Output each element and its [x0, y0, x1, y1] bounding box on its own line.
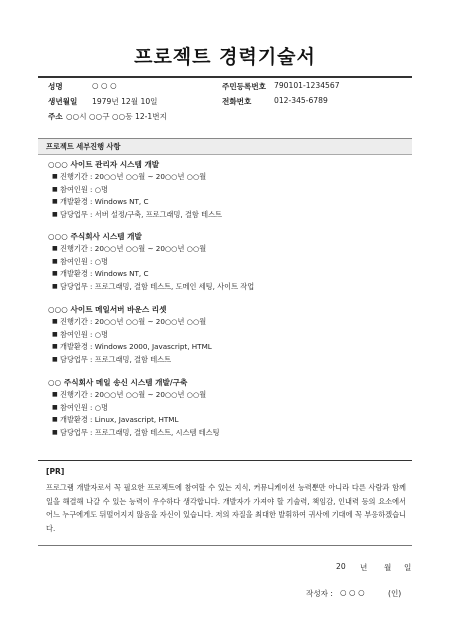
bullet-icon: ■ — [52, 245, 58, 252]
phone-label: 전화번호 — [222, 97, 252, 106]
project-detail — [48, 329, 408, 342]
project-detail — [48, 268, 408, 281]
date-day-unit: 일 — [404, 563, 412, 572]
date-year-unit: 년 — [360, 563, 368, 572]
project-detail — [48, 402, 408, 415]
project-detail — [48, 427, 408, 440]
address-value: ○○시 ○○구 ○○동 12-1번지 — [66, 112, 167, 121]
bullet-icon: ■ — [52, 257, 58, 265]
detail-text: 담당업무 : 프로그래밍, 결함 테스트 — [60, 354, 172, 364]
project-detail — [48, 414, 408, 427]
bullet-icon: ■ — [52, 282, 58, 290]
project-detail — [48, 171, 408, 184]
date-year: 20 — [336, 562, 346, 571]
bullet-icon: ■ — [52, 185, 58, 193]
detail-text: 진행기간 : 20○○년 ○○월 ~ 20○○년 ○○월 — [60, 172, 207, 181]
pr-heading: [PR] — [46, 467, 65, 476]
author-name: ○ ○ ○ — [340, 588, 365, 597]
detail-text: 개발환경 : Windows 2000, Javascript, HTML — [60, 342, 212, 351]
project-item — [48, 303, 408, 366]
detail-text: 진행기간 : 20○○년 ○○월 ~ 20○○년 ○○월 — [60, 390, 207, 399]
project-detail — [48, 389, 408, 402]
project-section-header — [38, 138, 412, 155]
phone-value: 012-345-6789 — [274, 96, 328, 105]
bullet-icon: ■ — [52, 403, 58, 411]
info-row-name — [48, 81, 408, 95]
detail-text: 담당업무 : 서버 설정/구축, 프로그래밍, 결함 테스트 — [60, 209, 222, 219]
project-detail — [48, 341, 408, 354]
info-row-address — [48, 111, 408, 125]
project-detail — [48, 196, 408, 209]
project-detail — [48, 243, 408, 256]
rrn-value: 790101-1234567 — [274, 81, 340, 90]
bullet-icon: ■ — [52, 210, 58, 218]
detail-text: 진행기간 : 20○○년 ○○월 ~ 20○○년 ○○월 — [60, 244, 207, 253]
birth-value: 1979년 12월 10일 — [92, 97, 158, 106]
bullet-icon: ■ — [52, 391, 58, 398]
author-label: 작성자 : — [306, 589, 333, 598]
bullet-icon: ■ — [52, 416, 58, 423]
detail-text: 진행기간 : 20○○년 ○○월 ~ 20○○년 ○○월 — [60, 317, 207, 326]
bullet-icon: ■ — [52, 330, 58, 338]
project-title: ○○ 주식회사 메일 송신 시스템 개발/구축 — [48, 378, 188, 387]
project-detail — [48, 316, 408, 329]
bullet-icon: ■ — [52, 270, 58, 277]
detail-text: 참여인원 : ○명 — [60, 402, 108, 412]
bullet-icon: ■ — [52, 198, 58, 205]
name-value: ○ ○ ○ — [92, 81, 117, 90]
project-item — [48, 158, 408, 221]
detail-text: 담당업무 : 프로그래밍, 결함 테스트, 도메인 세팅, 사이트 작업 — [60, 281, 255, 291]
project-detail — [48, 281, 408, 294]
project-item — [48, 376, 408, 439]
detail-text: 참여인원 : ○명 — [60, 184, 108, 194]
detail-text: 참여인원 : ○명 — [60, 256, 108, 266]
detail-text: 담당업무 : 프로그래밍, 결함 테스트, 시스템 테스팅 — [60, 427, 220, 437]
detail-text: 개발환경 : Windows NT, C — [60, 197, 149, 206]
seal-mark: (인) — [388, 589, 402, 598]
project-detail — [48, 184, 408, 197]
bullet-icon: ■ — [52, 343, 58, 350]
date-month-unit: 월 — [384, 563, 392, 572]
pr-body: 프로그램 개발자로서 꼭 필요한 프로젝트에 참여할 수 있는 지식, 커뮤니케이션 능력뿐만 아니라 다른 사람과 함께 일을 해결해 나갈 수 있는 능력이 우수하다 생각합니다. 개발자가 가져야 할 기술력, 책임감, 인내력 등의 요소에서 어느 누구에게도 뒤떨어지지 않음을 자신이 있습니다. 저의 자질을 최대한 발휘하여 귀사에 기대에 꼭 부응하겠습니다. — [46, 483, 406, 533]
header-divider — [38, 76, 412, 78]
bullet-icon: ■ — [52, 428, 58, 436]
birth-label: 생년월일 — [48, 97, 78, 106]
bullet-icon: ■ — [52, 318, 58, 325]
project-title: ○○○ 사이트 메일서버 바운스 리셋 — [48, 305, 167, 314]
project-title: ○○○ 주식회사 시스템 개발 — [48, 232, 142, 241]
detail-text: 참여인원 : ○명 — [60, 329, 108, 339]
bullet-icon: ■ — [52, 355, 58, 363]
project-detail — [48, 209, 408, 222]
detail-text: 개발환경 : Linux, Javascript, HTML — [60, 415, 179, 424]
bullet-icon: ■ — [52, 173, 58, 180]
detail-text: 개발환경 : Windows NT, C — [60, 269, 149, 278]
project-detail — [48, 256, 408, 269]
project-detail — [48, 354, 408, 367]
pr-section — [38, 460, 412, 541]
info-row-birth — [48, 96, 408, 110]
name-label: 성명 — [48, 82, 63, 91]
project-title: ○○○ 사이트 관리자 시스템 개발 — [48, 160, 160, 169]
project-item — [48, 230, 408, 293]
document-title: 프로젝트 경력기술서 — [134, 46, 316, 68]
address-label: 주소 — [48, 112, 63, 121]
rrn-label: 주민등록번호 — [222, 82, 267, 91]
section-title: 프로젝트 세부진행 사항 — [46, 142, 121, 151]
footer-divider — [38, 545, 412, 546]
